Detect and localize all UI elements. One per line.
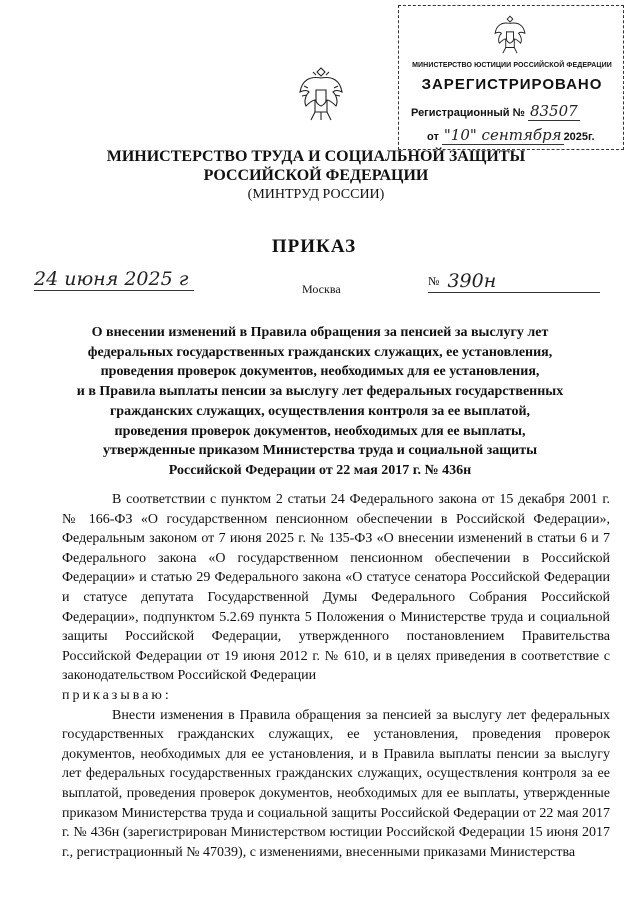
order-number-field (428, 270, 600, 293)
title-line: федеральных государственных гражданских служащих, ее установления, (87, 344, 553, 360)
order-date: 24 июня 2025 г (34, 268, 194, 291)
body-command-line (62, 686, 610, 706)
stamp-date-value: "10" сентября (443, 126, 562, 144)
stamp-date-line (427, 126, 595, 144)
document-body (62, 490, 610, 862)
body-paragraph-1: В соответствии с пунктом 2 статьи 24 Федерального закона от 15 декабря 2001 г. № 166-ФЗ «О государственном пенсионном обеспечении в Российской Федерации», Федеральным законом от 7 июня 2025 г. № 135-ФЗ «О внесении изменений в статьи 6 и 7 Федерального закона «О государственном пенсионном обеспечении в Российской Федерации» и статью 29 Федерального закона «О статусе сенатора Российской Федерации и статусе депутата Государственной Думы Федерального Собрания Российской Федерации», подпунктом 5.2.69 пункта 5 Положения о Министерстве труда и социальной защиты Российской Федерации, утвержденного постановлением Правительства Российской Федерации от 19 июня 2012 г. № 610, и в целях приведения в соответствие с законодательством Российской Федерации (62, 492, 610, 684)
ministry-short-name: (МИНТРУД РОССИИ) (247, 187, 385, 202)
stamp-date-prefix: от (427, 131, 439, 143)
stamp-reg-number: 83507 (529, 102, 578, 120)
stamp-coat-of-arms-icon (491, 12, 529, 56)
title-line: утвержденные приказом Министерства труда и социальной защиты (103, 443, 537, 459)
registration-stamp (398, 5, 624, 150)
title-line: гражданских служащих, осуществления контроля за ее выплатой, (109, 403, 531, 419)
stamp-registered: ЗАРЕГИСТРИРОВАНО (421, 76, 603, 93)
document-type: ПРИКАЗ (271, 236, 357, 257)
body-paragraph-2: Внести изменения в Правила обращения за пенсией за выслугу лет федеральных государственных гражданских служащих, ее установления, проведения проверок документов, необходимых для ее установления, и в Правила выплаты пенсии за выслугу лет федеральных государственных гражданских служащих, осуществления контроля за ее выплатой, проведения проверок документов, необходимых для ее выплаты, утвержденные приказом Министерства труда и социальной защиты Российской Федерации от 22 мая 2017 г. № 436н (зарегистрирован Министерством юстиции Российской Федерации 15 июня 2017 г., регистрационный № 47039), с изменениями, внесенными приказами Министерства (62, 707, 610, 860)
order-number-sign: № (428, 274, 440, 288)
stamp-reg-label: Регистрационный № (411, 107, 525, 119)
document-title (40, 323, 600, 481)
ministry-name-line-1: МИНИСТЕРСТВО ТРУДА И СОЦИАЛЬНОЙ ЗАЩИТЫ (106, 148, 526, 165)
stamp-date-year: 2025г. (563, 131, 595, 143)
stamp-registration-line (411, 102, 580, 120)
title-line: и в Правила выплаты пенсии за выслугу лет федеральных государственных (76, 384, 564, 400)
title-line: проведения проверок документов, необходимых для ее установления, (100, 364, 540, 380)
order-number: 390н (447, 270, 497, 292)
order-city: Москва (302, 282, 341, 296)
title-line: Российской Федерации от 22 мая 2017 г. № 436н (168, 462, 472, 478)
stamp-ministry: МИНИСТЕРСТВО ЮСТИЦИИ РОССИЙСКОЙ ФЕДЕРАЦИИ (412, 62, 612, 69)
body-command: приказываю: (62, 687, 172, 703)
title-line: О внесении изменений в Правила обращения за пенсией за выслугу лет (91, 325, 549, 340)
ministry-name-line-2: РОССИЙСКОЙ ФЕДЕРАЦИИ (203, 167, 429, 184)
title-line: проведения проверок документов, необходимых для ее выплаты, (114, 423, 526, 439)
coat-of-arms-icon (296, 62, 346, 124)
